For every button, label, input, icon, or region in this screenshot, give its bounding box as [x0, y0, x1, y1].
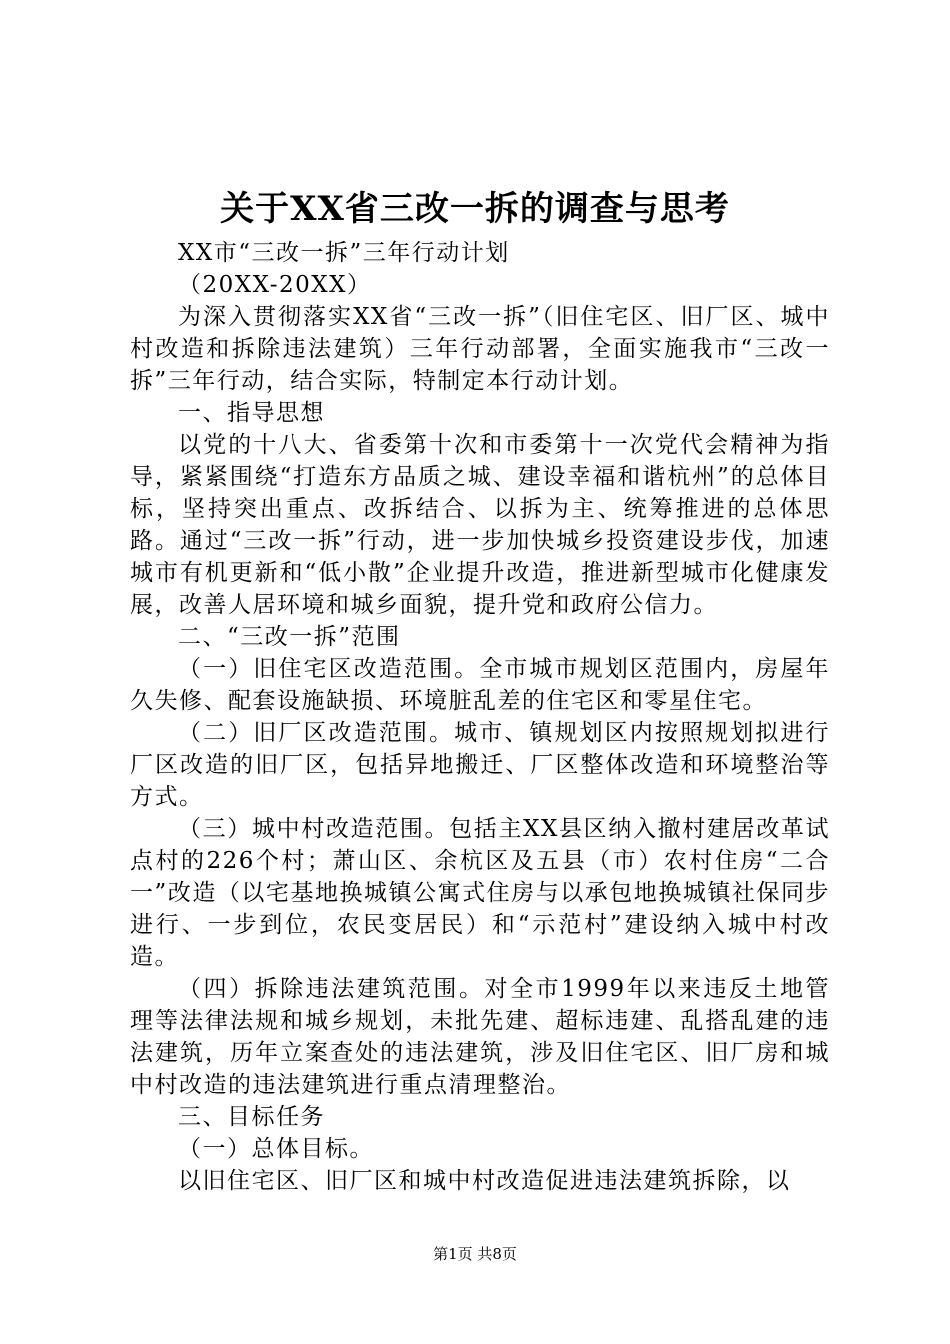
section-heading-targets: 三、目标任务 [178, 1104, 325, 1130]
guiding-ideology-paragraph: 以党的十八大、省委第十次和市委第十一次党代会精神为指导，紧紧围绕“打造东方品质之城、建设幸福和谐杭州”的总体目标，坚持突出重点、改拆结合、以拆为主、统筹推进的总体思路。通过“三改一拆”行动，进一步加快城乡投资建设步伐，加速城市有机更新和“低小散”企业提升改造，推进新型城市化健康发展，改善人居环境和城乡面貌，提升党和政府公信力。 [130, 432, 830, 618]
section-heading-guiding-ideology: 一、指导思想 [178, 400, 325, 426]
scope-old-factory-paragraph: （二）旧厂区改造范围。城市、镇规划区内按照规划拟进行厂区改造的旧厂区，包括异地搬迁、厂区整体改造和环境整治等方式。 [130, 720, 830, 810]
scope-illegal-building-paragraph: （四）拆除违法建筑范围。对全市1999年以来违反土地管理等法律法规和城乡规划，未批先建、超标违建、乱搭乱建的违法建筑，历年立案查处的违法建筑，涉及旧住宅区、旧厂房和城中村改造的违法建筑进行重点清理整治。 [130, 976, 830, 1098]
document-body [130, 237, 830, 1197]
scope-urban-village-paragraph: （三）城中村改造范围。包括主XX县区纳入撤村建居改革试点村的226个村；萧山区、余杭区及五县（市）农村住房“二合一”改造（以宅基地换城镇公寓式住房与以承包地换城镇社保同步进行、一步到位，农民变居民）和“示范村”建设纳入城中村改造。 [130, 816, 830, 970]
plan-period: （20XX-20XX） [178, 272, 372, 298]
section-heading-scope: 二、“三改一拆”范围 [178, 624, 401, 650]
document-title: 关于XX省三改一拆的调查与思考 [220, 189, 730, 229]
plan-heading: XX市“三改一拆”三年行动计划 [178, 240, 510, 266]
intro-paragraph: 为深入贯彻落实XX省“三改一拆”（旧住宅区、旧厂区、城中村改造和拆除违法建筑）三年行动部署，全面实施我市“三改一拆”三年行动，结合实际，特制定本行动计划。 [130, 304, 830, 394]
scope-old-residential-paragraph: （一）旧住宅区改造范围。全市城市规划区范围内，房屋年久失修、配套设施缺损、环境脏乱差的住宅区和零星住宅。 [130, 656, 830, 714]
overall-target-paragraph: 以旧住宅区、旧厂区和城中村改造促进违法建筑拆除，以 [178, 1168, 791, 1194]
subsection-heading-overall-target: （一）总体目标。 [178, 1136, 374, 1162]
page-footer: 第1页 共8页 [433, 1245, 517, 1263]
